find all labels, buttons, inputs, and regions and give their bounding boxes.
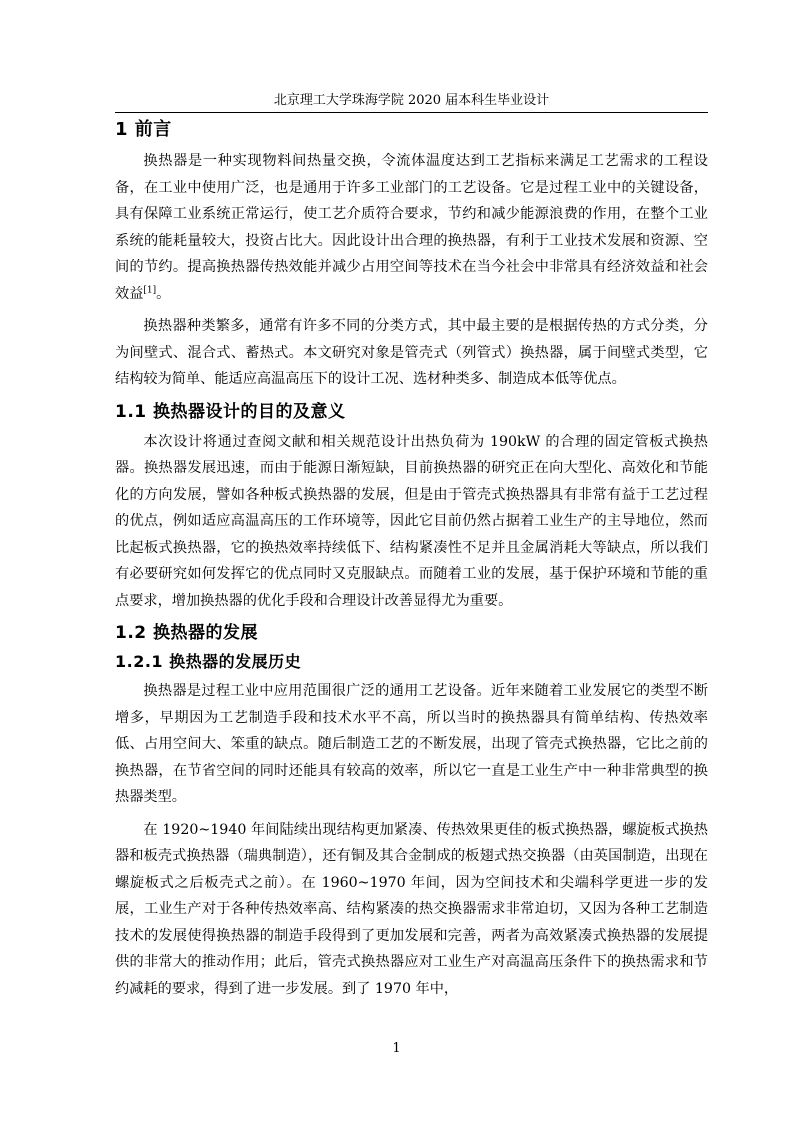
header-rule bbox=[115, 112, 708, 113]
section-heading-1: 1 前言 bbox=[115, 119, 172, 140]
running-header: 北京理工大学珠海学院 2020 届本科生毕业设计 bbox=[273, 93, 550, 108]
paragraph-purpose: 本次设计将通过查阅文献和相关规范设计出热负荷为 190kW 的合理的固定管板式换热器。换热器发展迅速，而由于能源日渐短缺，目前换热器的研究正在向大型化、高效化和节能化的方向发展，譬如各种板式换热器的发展，但是由于管壳式换热器具有非常有益于工艺过程的优点，例如适应高温高压的工作环境等，因此它目前仍然占据着工业生产的主导地位，然而比起板式换热器，它的换热效率持续低下、结构紧凑性不足并且金属消耗大等缺点，所以我们有必要研究如何发挥它的优点同时又克服缺点。而随着工业的发展，基于保护环境和节能的重点要求，增加换热器的优化手段和合理设计改善显得尤为重要。 bbox=[115, 433, 708, 609]
section-heading-1-1: 1.1 换热器设计的目的及意义 bbox=[115, 401, 346, 422]
page-number: 1 bbox=[392, 1041, 401, 1056]
paragraph-intro-1-end: 。 bbox=[156, 285, 171, 302]
paragraph-history-1: 换热器是过程工业中应用范围很广泛的通用工艺设备。近年来随着工业发展它的类型不断增多，早期因为工艺制造手段和技术水平不高，所以当时的换热器具有简单结构、传热效率低、占用空间大、笨重的缺点。随后制造工艺的不断发展，出现了管壳式换热器，它比之前的换热器，在节省空间的同时还能具有较高的效率，所以它一直是工业生产中一种非常典型的换热器类型。 bbox=[115, 683, 708, 805]
paragraph-intro-1 bbox=[115, 148, 708, 307]
section-heading-1-2: 1.2 换热器的发展 bbox=[115, 623, 259, 643]
page-content bbox=[115, 116, 708, 1008]
section-heading-1-2-1: 1.2.1 换热器的发展历史 bbox=[115, 652, 302, 671]
paragraph-intro-2: 换热器种类繁多，通常有许多不同的分类方式，其中最主要的是根据传热的方式分类，分为间壁式、混合式、蓄热式。本文研究对象是管壳式（列管式）换热器，属于间壁式类型，它结构较为简单、能适应高温高压下的设计工况、选材种类多、制造成本低等优点。 bbox=[115, 318, 708, 387]
citation-ref-1: [1] bbox=[143, 284, 157, 295]
paragraph-intro-1-text: 换热器是一种实现物料间热量交换，令流体温度达到工艺指标来满足工艺需求的工程设备，在工业中使用广泛，也是通用于许多工业部门的工艺设备。它是过程工业中的关键设备，具有保障工业系统正常运行，使工艺介质符合要求，节约和减少能源浪费的作用，在整个工业系统的能耗量较大，投资占比大。因此设计出合理的换热器，有利于工业技术发展和资源、空间的节约。提高换热器传热效能并减少占用空间等技术在当今社会中非常具有经济效益和社会效益 bbox=[115, 153, 708, 302]
paragraph-history-2: 在 1920~1940 年间陆续出现结构更加紧凑、传热效果更佳的板式换热器，螺旋板式换热器和板壳式换热器（瑞典制造），还有铜及其合金制成的板翅式热交换器（由英国制造，出现在螺旋板式之后板壳式之前）。在 1960~1970 年间，因为空间技术和尖端科学更进一步的发展，工业生产对于各种传热效率高、结构紧凑的热交换器需求非常迫切，又因为各种工艺制造技术的发展使得换热器的制造手段得到了更加发展和完善，两者为高效紧凑式换热器的发展提供的非常大的推动作用；此后，管壳式换热器应对工业生产对高温高压条件下的换热需求和节约减耗的要求，得到了进一步发展。到了 1970 年中， bbox=[115, 821, 708, 997]
